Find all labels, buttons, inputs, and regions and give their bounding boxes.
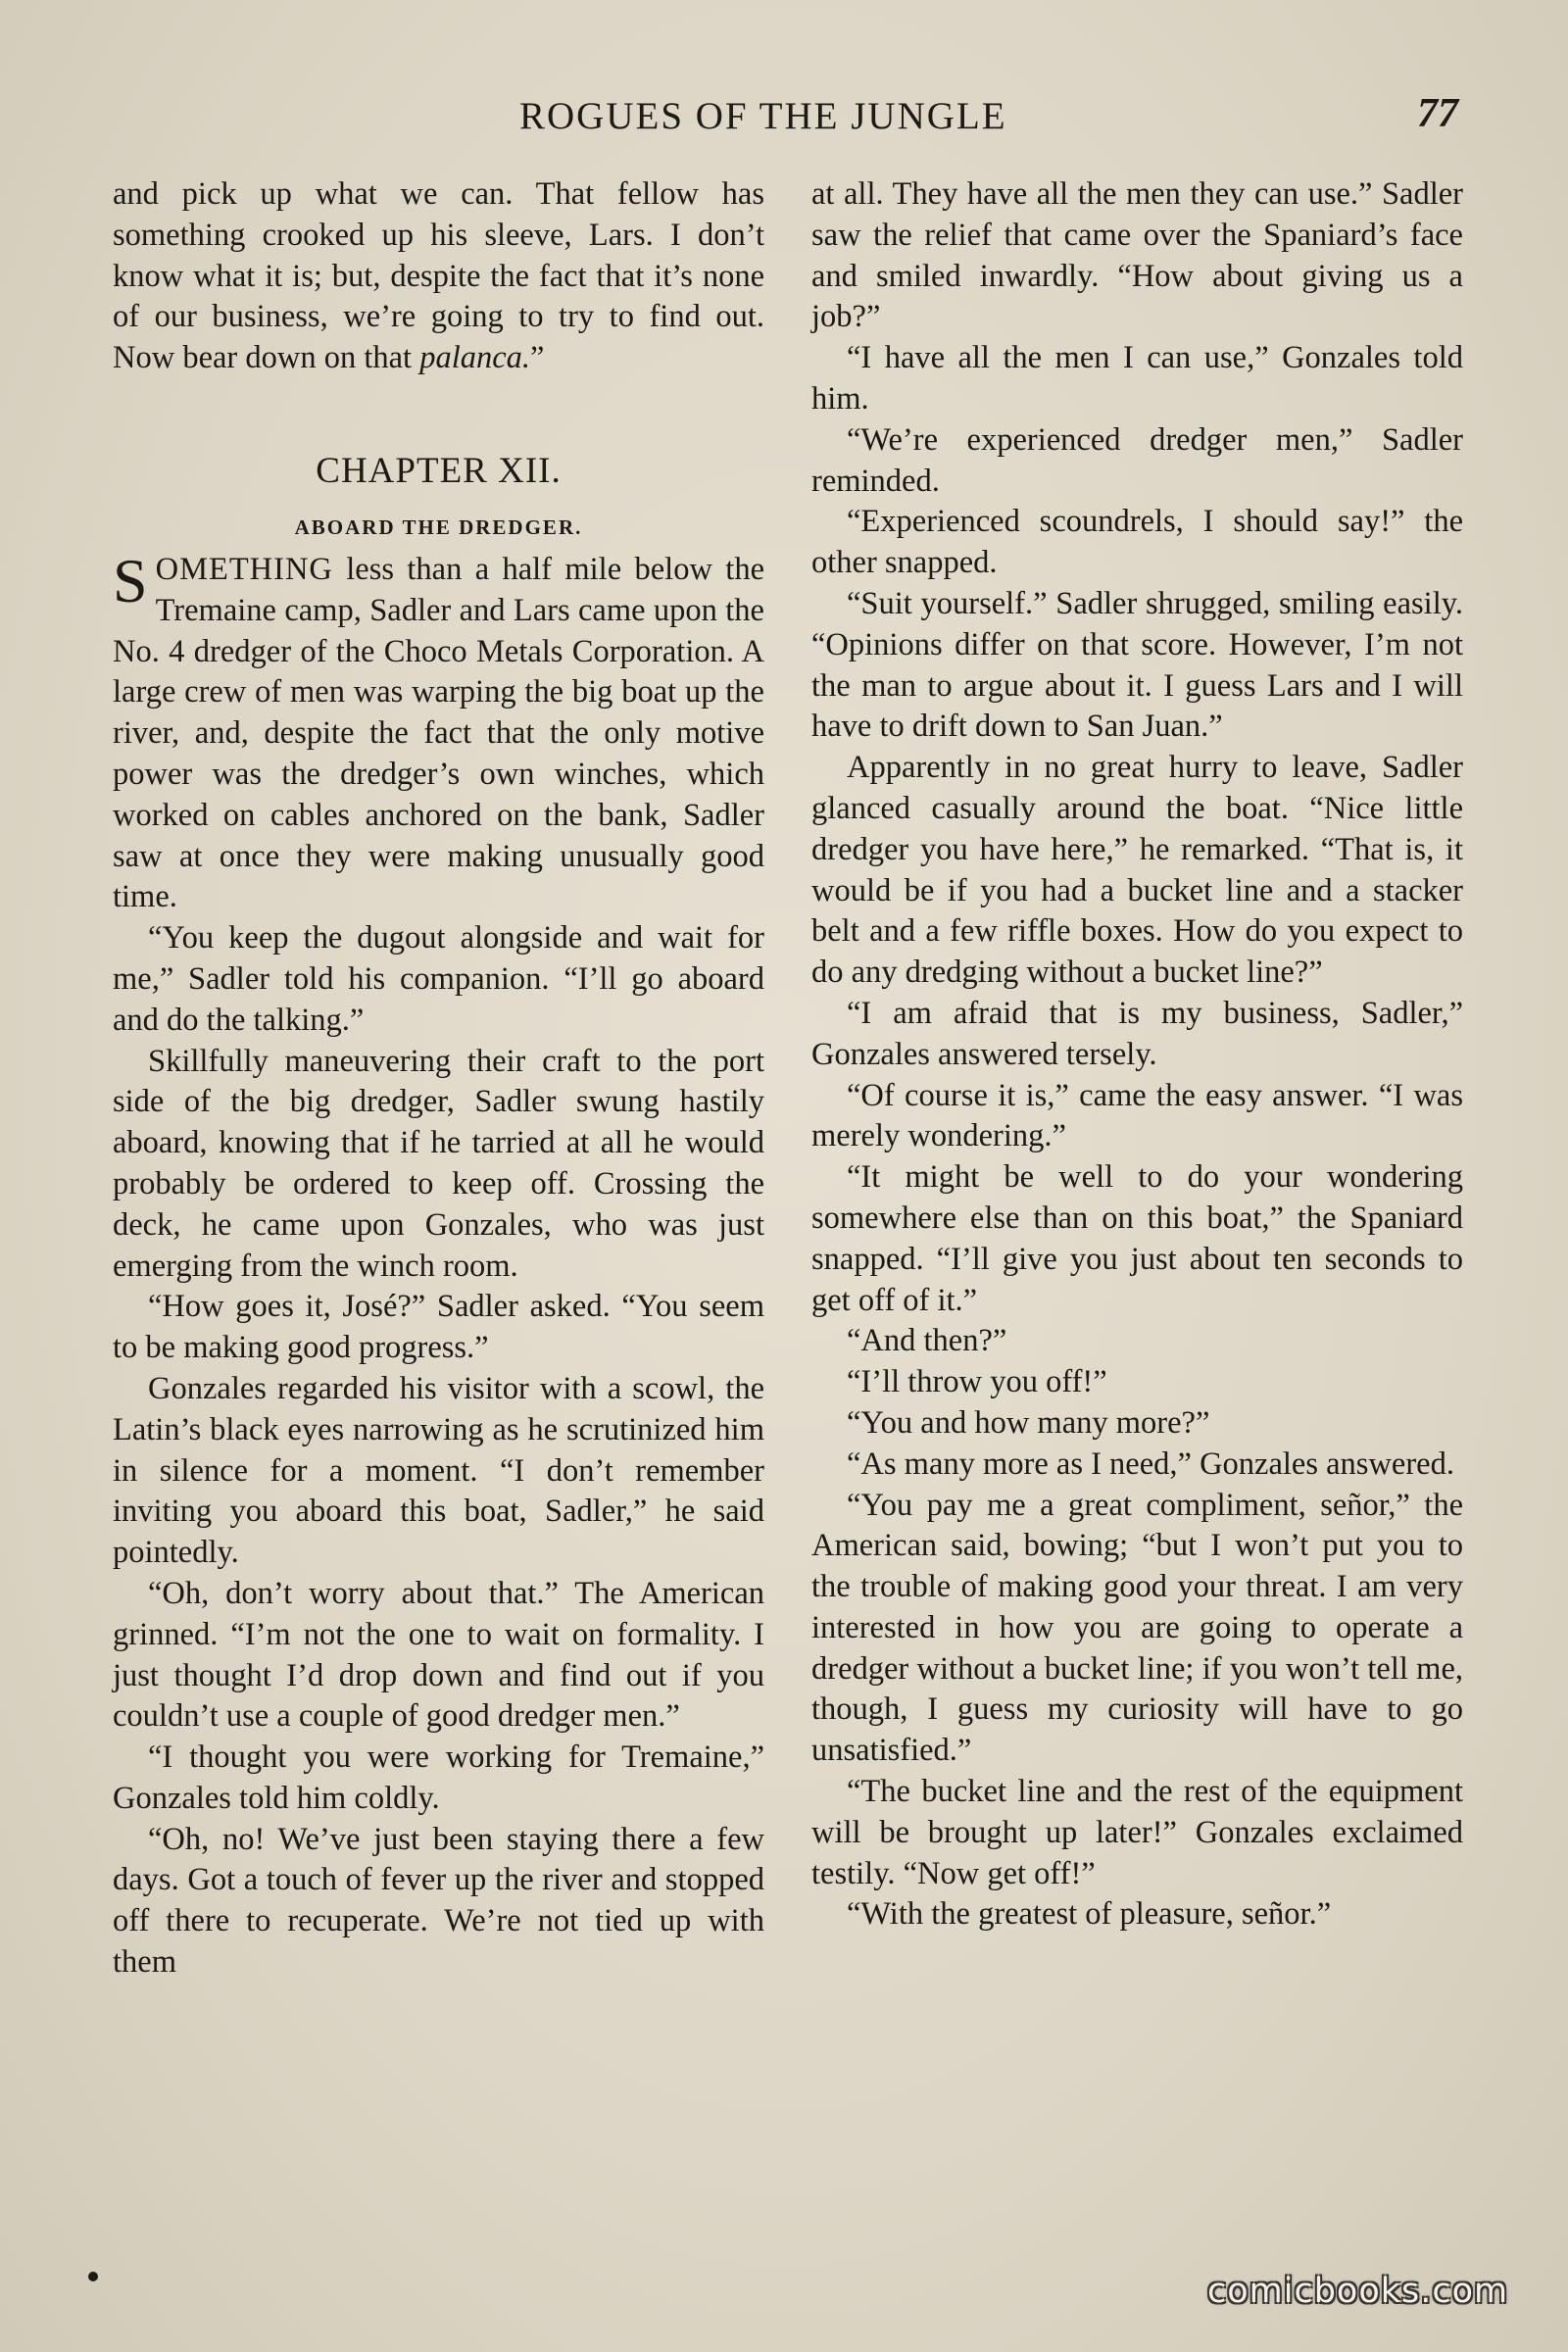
paragraph: “With the greatest of pleasure, señor.” [847, 1896, 1332, 1933]
continued-paragraph [113, 174, 764, 379]
paragraph: “We’re experienced dredger men,” Sadler reminded. [811, 421, 1463, 499]
paragraph: Skillfully maneuvering their craft to the port side of the big dredger, Sadler swung hastily aboard, knowing that if he tarried at all he would probably be ordered to keep off. Crossing the deck, he came upon Gonzales, who was just emerging from the winch room. [113, 1043, 764, 1284]
paragraph: “I’ll throw you off!” [847, 1364, 1107, 1400]
opening-word: OMETHING [155, 551, 333, 587]
paragraph: “The bucket line and the rest of the equipment will be brought up later!” Gonzales exclaimed testily. “Now get off!” [811, 1774, 1463, 1891]
paragraph: “I have all the men I can use,” Gonzales told him. [811, 340, 1463, 416]
paragraph: “How goes it, José?” Sadler asked. “You seem to be making good progress.” [113, 1289, 764, 1366]
left-column [113, 174, 764, 1984]
italic-word: palanca. [419, 340, 531, 376]
paragraph: “Suit yourself.” Sadler shrugged, smiling easily. “Opinions differ on that score. However, I’m not the man to argue about it. I guess Lars and I will have to drift down to San Juan.” [811, 585, 1463, 745]
page-number: 77 [1417, 91, 1458, 136]
paragraph: “You and how many more?” [847, 1404, 1210, 1441]
paragraph: “Of course it is,” came the easy answer. “I was merely wondering.” [811, 1077, 1463, 1154]
paragraph-text: less than a half mile below the Tremaine camp, Sadler and Lars came upon the No. 4 dredger of the Choco Metals Corporation. A large crew of men was warping the big boat up the river, and, despite the fact that the only motive power was the dredger’s own winches, which worked on cables anchored on the bank, Sadler saw at once they were making unusually good time. [113, 551, 764, 915]
right-column [811, 174, 1463, 1936]
chapter-title: CHAPTER XII. [316, 450, 562, 491]
running-title: ROGUES OF THE JUNGLE [519, 95, 1007, 137]
paragraph: “I thought you were working for Tremaine,” Gonzales told him coldly. [113, 1740, 764, 1816]
paragraph: “You keep the dugout alongside and wait for me,” Sadler told his companion. “I’ll go aboard and do the talking.” [113, 920, 764, 1038]
paragraph: “You pay me a great compliment, señor,” the American said, bowing; “but I won’t put you to the trouble of making good your threat. I am very interested in how you are going to operate a dredger without a bucket line; if you won’t tell me, though, I guess my curiosity will have to go unsatisfied.” [811, 1487, 1463, 1769]
paragraph-text: and pick up what we can. That fellow has something crooked up his sleeve, Lars. I don’t know what it is; but, despite the fact that it’s none of our business, we’re going to try to find out. Now bear down on that [113, 176, 764, 376]
paragraph: “As many more as I need,” Gonzales answered. [847, 1446, 1454, 1482]
paragraph: “Oh, no! We’ve just been staying there a few days. Got a touch of fever up the river and stopped off there to recuperate. We’re not tied up with them [113, 1821, 764, 1981]
paragraph: “I am afraid that is my business, Sadler,” Gonzales answered tersely. [811, 995, 1463, 1072]
drop-cap: S [113, 545, 148, 615]
paragraph: Gonzales regarded his visitor with a scowl, the Latin’s black eyes narrowing as he scrutinized him in silence for a moment. “I don’t remember inviting you aboard this boat, Sadler,” he said pointedly. [113, 1370, 764, 1571]
continued-paragraph: at all. They have all the men they can use.” Sadler saw the relief that came over the Spaniard’s face and smiled inwardly. “How about giving us a job?” [811, 176, 1463, 335]
paragraph: “Experienced scoundrels, I should say!” the other snapped. [811, 504, 1463, 581]
closing-quote: ” [530, 340, 545, 376]
site-watermark: comicbooks.com [1207, 2272, 1509, 2311]
chapter-subtitle: ABOARD THE DREDGER. [294, 514, 583, 539]
ink-spot [88, 2272, 98, 2281]
running-head [0, 90, 1568, 139]
paragraph: “Oh, don’t worry about that.” The American grinned. “I’m not the one to wait on formality. I just thought I’d drop down and find out if you couldn’t use a couple of good dredger men.” [113, 1575, 764, 1735]
chapter-opening-paragraph [113, 545, 764, 918]
paragraph: Apparently in no great hurry to leave, Sadler glanced casually around the boat. “Nice little dredger you have here,” he remarked. “That is, it would be if you had a bucket line and a stacker belt and a few riffle boxes. How do you expect to do any dredging without a bucket line?” [811, 750, 1463, 991]
paragraph: “It might be well to do your wondering somewhere else than on this boat,” the Spaniard snapped. “I’ll give you just about ten seconds to get off of it.” [811, 1159, 1463, 1318]
paragraph: “And then?” [847, 1323, 1007, 1359]
